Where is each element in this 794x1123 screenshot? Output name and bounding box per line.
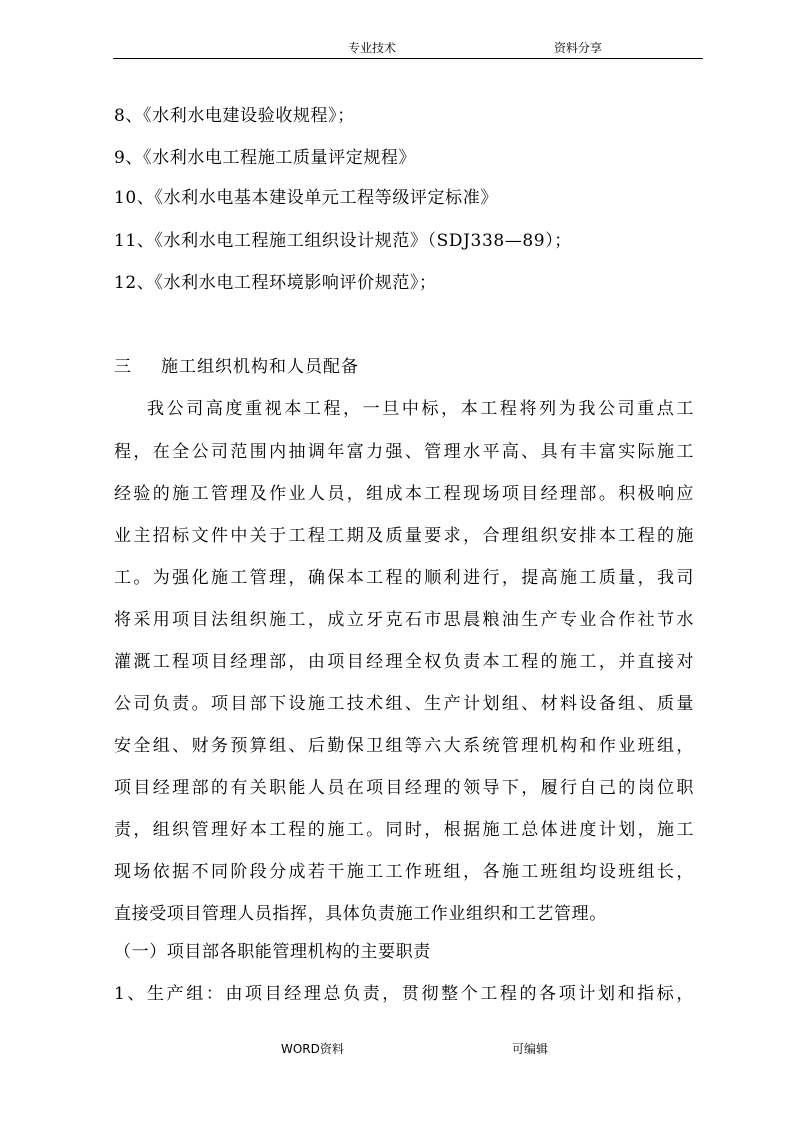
paragraph-line: 直接受项目管理人员指挥，具体负责施工作业组织和工艺管理。 bbox=[114, 904, 607, 924]
list-item: 11、《水利水电工程施工组织设计规范》（SDJ338—89）； bbox=[114, 231, 572, 251]
list-item: 1、生产组：由项目经理总负责，贯彻整个工程的各项计划和指标， bbox=[114, 984, 694, 1004]
paragraph-line: 公司负责。项目部下设施工技术组、生产计划组、材料设备组、质量 bbox=[114, 694, 694, 714]
list-item: 10、《水利水电基本建设单元工程等级评定标准》 bbox=[114, 188, 498, 208]
paragraph-line: 将采用项目法组织施工，成立牙克石市思晨粮油生产专业合作社节水 bbox=[114, 610, 694, 630]
header-left-text: 专业技术 bbox=[348, 41, 397, 55]
list-item: 12、《水利水电工程环境影响评价规范》； bbox=[114, 273, 437, 293]
paragraph-line: 安全组、财务预算组、后勤保卫组等六大系统管理机构和作业班组， bbox=[114, 736, 694, 756]
footer-left-text: WORD资料 bbox=[281, 1042, 344, 1056]
paragraph-line: 责，组织管理好本工程的施工。同时，根据施工总体进度计划，施工 bbox=[114, 820, 694, 840]
paragraph-line: 我公司高度重视本工程，一旦中标，本工程将列为我公司重点工 bbox=[147, 399, 694, 419]
header-divider bbox=[113, 58, 703, 59]
paragraph-line: 工。为强化施工管理，确保本工程的顺利进行，提高施工质量，我司 bbox=[114, 568, 694, 588]
paragraph-line: 现场依据不同阶段分成若干施工工作班组，各施工班组均设班组长， bbox=[114, 862, 694, 882]
paragraph-line: 经验的施工管理及作业人员，组成本工程现场项目经理部。积极响应 bbox=[114, 484, 694, 504]
subsection-title: （一）项目部各职能管理机构的主要职责 bbox=[114, 942, 431, 962]
paragraph-line: 项目经理部的有关职能人员在项目经理的领导下，履行自己的岗位职 bbox=[114, 778, 694, 798]
paragraph-line: 程，在全公司范围内抽调年富力强、管理水平高、具有丰富实际施工 bbox=[114, 442, 694, 462]
header-right-text: 资料分享 bbox=[554, 41, 603, 55]
paragraph-line: 业主招标文件中关于工程工期及质量要求，合理组织安排本工程的施 bbox=[114, 526, 694, 546]
paragraph-line: 灌溉工程项目经理部，由项目经理全权负责本工程的施工，并直接对 bbox=[114, 652, 694, 672]
footer-right-text: 可编辑 bbox=[512, 1042, 549, 1056]
list-item: 8、《水利水电建设验收规程》； bbox=[114, 106, 355, 126]
list-item: 9、《水利水电工程施工质量评定规程》 bbox=[114, 148, 417, 168]
section-number: 三 bbox=[114, 357, 131, 377]
section-title: 施工组织机构和人员配备 bbox=[161, 357, 359, 377]
